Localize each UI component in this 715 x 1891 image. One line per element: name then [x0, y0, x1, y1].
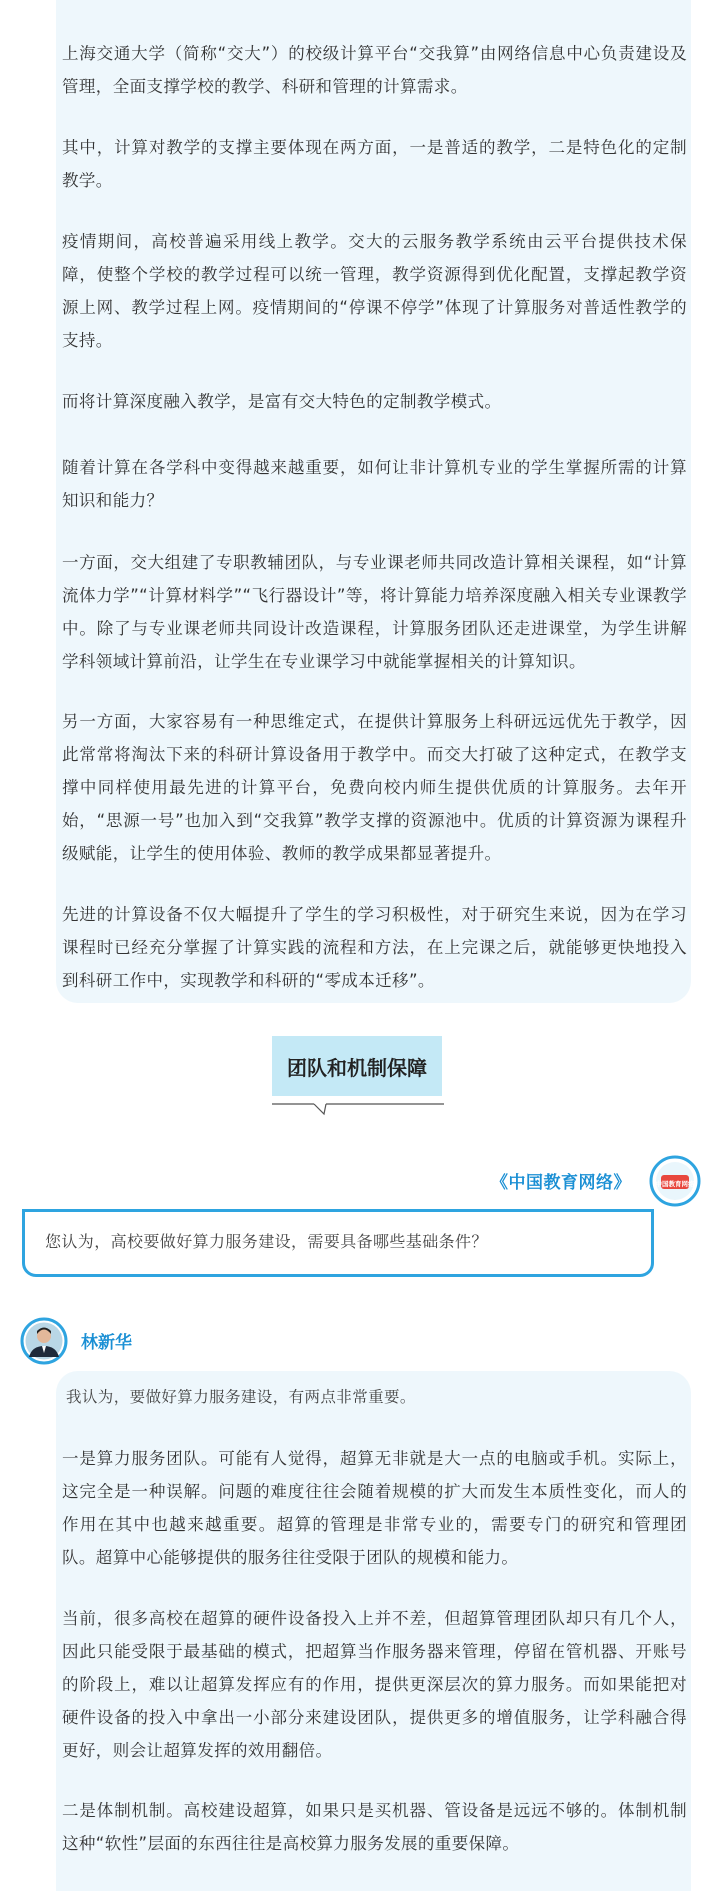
paragraph: 另一方面，大家容易有一种思维定式，在提供计算服务上科研远远优先于教学，因此常常将淘汰下来的科研计算设备用于教学中。而交大打破了这种定式，在教学支撑中同样使用最先进的计算平台，免费向校内师生提供优质的计算服务。去年开始，“思源一号”也加入到“交我算”教学支撑的资源池中。优质的计算资源为课程升级赋能，让学生的使用体验、教师的教学成果都显著提升。 [62, 712, 687, 863]
paragraph: 一方面，交大组建了专职教辅团队，与专业课老师共同改造计算相关课程，如“计算流体力学”“计算材料学”“飞行器设计”等，将计算能力培养深度融入相关专业课教学中。除了与专业课老师共同设计改造课程，计算服务团队还走进课堂，为学生讲解学科领域计算前沿，让学生在专业课学习中就能掌握相关的计算知识。 [62, 553, 687, 671]
section-heading: 团队和机制保障 [272, 1036, 442, 1096]
paragraph: 上海交通大学（简称“交大”）的校级计算平台“交我算”由网络信息中心负责建设及管理，全面支撑学校的教学、科研和管理的计算需求。 [62, 44, 687, 96]
paragraph: 二是体制机制。高校建设超算，如果只是买机器、管设备是远远不够的。体制机制这种“软性”层面的东西往往是高校算力服务发展的重要保障。 [62, 1801, 687, 1853]
speaker-name: 林新华 [81, 1333, 132, 1353]
speaker-avatar [20, 1317, 68, 1365]
paragraph: 而将计算深度融入教学，是富有交大特色的定制教学模式。 [62, 392, 502, 411]
heading-underline-decoration [272, 1102, 444, 1116]
logo-text: 中国教育网络 [655, 1180, 695, 1188]
paragraph: 一是算力服务团队。可能有人觉得，超算无非就是大一点的电脑或手机。实际上，这完全是一种误解。问题的难度往往会随着规模的扩大而发生本质性变化，而人的作用在其中也越来越重要。超算的管理是非常专业的，需要专门的研究和管理团队。超算中心能够提供的服务往往受限于团队的规模和能力。 [62, 1449, 687, 1567]
paragraph: 其中，计算对教学的支撑主要体现在两方面，一是普适的教学，二是特色化的定制教学。 [62, 138, 687, 190]
paragraph: 先进的计算设备不仅大幅提升了学生的学习积极性，对于研究生来说，因为在学习课程时已经充分掌握了计算实践的流程和方法，在上完课之后，就能够更快地投入到科研工作中，实现教学和科研的“零成本迁移”。 [62, 905, 687, 990]
magazine-logo-icon [649, 1155, 701, 1207]
paragraph: 当前，很多高校在超算的硬件设备投入上并不差，但超算管理团队却只有几个人，因此只能受限于最基础的模式，把超算当作服务器来管理，停留在管机器、开账号的阶段上，难以让超算发挥应有的作用，提供更深层次的算力服务。而如果能把对硬件设备的投入中拿出一小部分来建设团队，提供更多的增值服务，让学科融合得更好，则会让超算发挥的效用翻倍。 [62, 1609, 687, 1760]
interview-question: 您认为，高校要做好算力服务建设，需要具备哪些基础条件？ [45, 1232, 488, 1251]
interviewer-source: 《中国教育网络》 [491, 1173, 631, 1193]
answer-lead: 我认为，要做好算力服务建设，有两点非常重要。 [66, 1388, 416, 1406]
paragraph: 随着计算在各学科中变得越来越重要，如何让非计算机专业的学生掌握所需的计算知识和能力？ [62, 458, 687, 510]
paragraph: 疫情期间，高校普遍采用线上教学。交大的云服务教学系统由云平台提供技术保障，使整个学校的教学过程可以统一管理，教学资源得到优化配置，支撑起教学资源上网、教学过程上网。疫情期间的“停课不停学”体现了计算服务对普适性教学的支持。 [62, 232, 687, 350]
